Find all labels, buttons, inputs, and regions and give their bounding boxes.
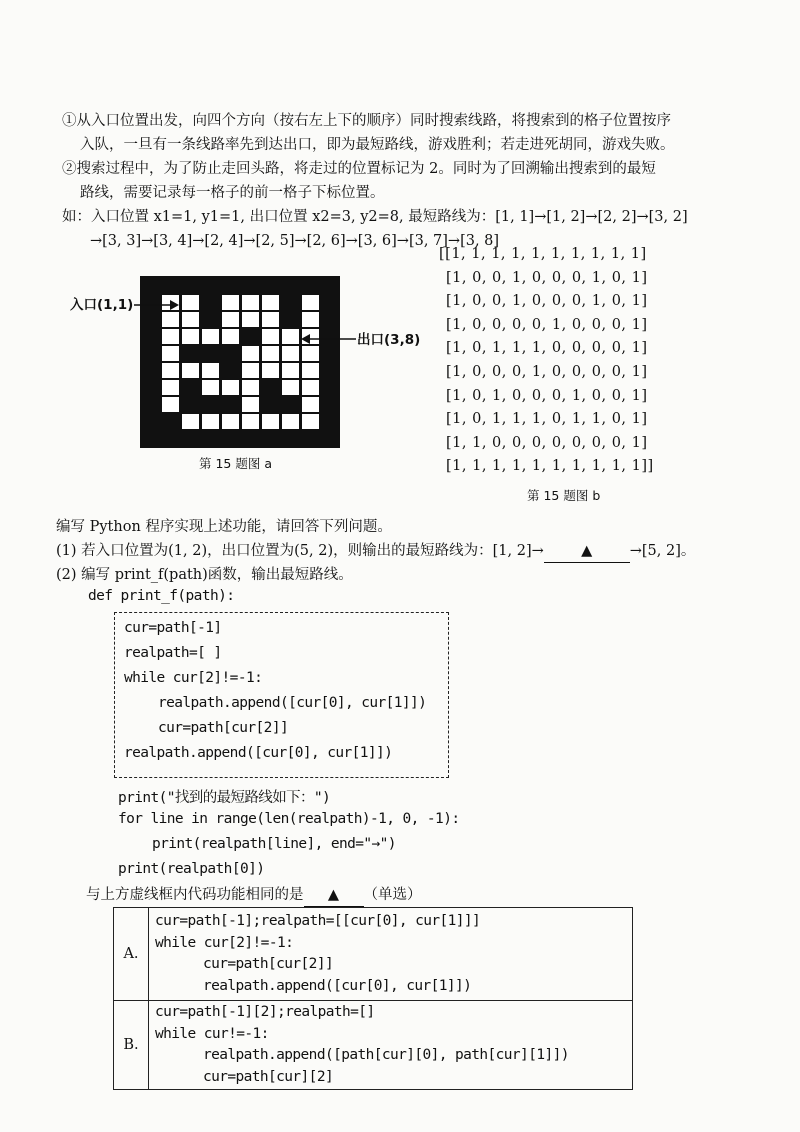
maze-open-cell <box>262 414 279 429</box>
maze-open-cell <box>162 363 179 378</box>
maze-open-cell <box>162 329 179 344</box>
boxed-code-line: while cur[2]!=-1: <box>124 670 263 686</box>
example-line-1: 如：入口位置 x1=1, y1=1, 出口位置 x2=3, y2=8, 最短路线为：[1, 1]→[1, 2]→[2, 2]→[3, 2] <box>62 209 688 225</box>
maze-open-cell <box>282 329 299 344</box>
maze-open-cell <box>262 346 279 361</box>
maze-open-cell <box>302 414 319 429</box>
maze-open-cell <box>302 380 319 395</box>
entry-label: 入口(1,1) <box>70 297 134 313</box>
rule-1-line-1: ①从入口位置出发，向四个方向（按右左上下的顺序）同时搜索线路，将搜索到的格子位置按序 <box>62 113 671 129</box>
rule-2-line-1: ②搜索过程中，为了防止走回头路，将走过的位置标记为 2。同时为了回溯输出搜索到的最短 <box>62 161 656 177</box>
code-line: for line in range(len(realpath)-1, 0, -1): <box>118 811 460 827</box>
maze-open-cell <box>262 363 279 378</box>
option-b-code <box>149 1001 633 1090</box>
boxed-code-line: realpath.append([cur[0], cur[1]]) <box>124 745 393 761</box>
matrix-row: [1, 0, 0, 0, 0, 1, 0, 0, 0, 1] <box>446 316 648 333</box>
option-b-line: realpath.append([path[cur][0], path[cur][1]]) <box>203 1047 569 1063</box>
maze-open-cell <box>242 346 259 361</box>
options-table <box>113 907 633 1090</box>
option-b-line: cur=path[-1][2];realpath=[] <box>155 1004 375 1020</box>
option-a-line: cur=path[cur[2]] <box>203 956 334 972</box>
maze-open-cell <box>302 363 319 378</box>
matrix-row: [1, 0, 0, 1, 0, 0, 0, 1, 0, 1] <box>446 269 648 286</box>
maze-open-cell <box>182 295 199 310</box>
matrix-row: [[1, 1, 1, 1, 1, 1, 1, 1, 1, 1] <box>439 246 647 262</box>
maze-open-cell <box>182 329 199 344</box>
maze-open-cell <box>162 346 179 361</box>
maze-open-cell <box>262 312 279 327</box>
maze-open-cell <box>302 397 319 412</box>
matrix-row: [1, 0, 1, 1, 1, 0, 1, 1, 0, 1] <box>446 411 648 428</box>
maze-open-cell <box>162 312 179 327</box>
maze-open-cell <box>242 397 259 412</box>
maze-open-cell <box>302 312 319 327</box>
boxed-code-line: cur=path[-1] <box>124 620 222 636</box>
matrix-row: [1, 1, 0, 0, 0, 0, 0, 0, 0, 1] <box>446 434 648 451</box>
choice-prompt-tail: （单选） <box>363 887 422 903</box>
figure-a-caption: 第 15 题图 a <box>199 456 272 471</box>
matrix-row: [1, 0, 1, 0, 0, 0, 1, 0, 0, 1] <box>446 387 648 404</box>
maze-open-cell <box>182 312 199 327</box>
maze-open-cell <box>162 397 179 412</box>
maze-open-cell <box>222 329 239 344</box>
maze-open-cell <box>242 363 259 378</box>
maze-open-cell <box>282 363 299 378</box>
maze-open-cell <box>302 346 319 361</box>
maze-open-cell <box>222 295 239 310</box>
maze-open-cell <box>202 380 219 395</box>
figure-b-caption: 第 15 题图 b <box>527 488 601 503</box>
option-b-line: while cur!=-1: <box>155 1025 269 1042</box>
choice-blank[interactable]: ▲ <box>304 884 364 907</box>
boxed-code-line: realpath=[ ] <box>124 645 222 661</box>
exit-label: 出口(3,8) <box>357 332 421 348</box>
question-1-tail: →[5, 2]。 <box>629 543 696 559</box>
boxed-code-line: cur=path[cur[2]] <box>158 720 289 736</box>
question-1-blank[interactable]: ▲ <box>544 540 630 563</box>
question-1 <box>56 540 695 563</box>
maze-open-cell <box>282 414 299 429</box>
example-line-2: →[3, 3]→[3, 4]→[2, 4]→[2, 5]→[2, 6]→[3, 6]→[3, 7]→[3, 8] <box>90 233 500 249</box>
maze-open-cell <box>202 363 219 378</box>
maze-open-cell <box>282 346 299 361</box>
matrix-row: [1, 0, 0, 1, 0, 0, 0, 1, 0, 1] <box>446 293 648 310</box>
maze-open-cell <box>242 414 259 429</box>
def-line: def print_f(path): <box>88 588 235 604</box>
option-a-label: A. <box>114 908 149 1001</box>
maze-open-cell <box>162 380 179 395</box>
maze-open-cell <box>282 380 299 395</box>
option-b-line: cur=path[cur][2] <box>203 1068 334 1085</box>
maze-open-cell <box>242 312 259 327</box>
option-a-code <box>149 908 633 1001</box>
question-2: (2) 编写 print_f(path)函数，输出最短路线。 <box>56 567 353 583</box>
code-line: print(realpath[line], end="→") <box>152 836 396 852</box>
matrix-row: [1, 0, 1, 1, 1, 0, 0, 0, 0, 1] <box>446 340 648 357</box>
rule-1-line-2: 入队，一旦有一条线路率先到达出口，即为最短路线，游戏胜利；若走进死胡同，游戏失败。 <box>80 137 675 153</box>
maze-open-cell <box>202 414 219 429</box>
option-b-row[interactable] <box>114 1001 633 1090</box>
maze-open-cell <box>222 414 239 429</box>
exit-arrow-icon <box>300 332 356 346</box>
matrix-row: [1, 1, 1, 1, 1, 1, 1, 1, 1, 1]] <box>446 458 654 475</box>
option-a-row[interactable] <box>114 908 633 1001</box>
option-a-line: while cur[2]!=-1: <box>155 934 294 951</box>
option-a-line: realpath.append([cur[0], cur[1]]) <box>203 977 472 994</box>
maze-open-cell <box>222 380 239 395</box>
maze-open-cell <box>242 295 259 310</box>
matrix-row: [1, 0, 0, 0, 1, 0, 0, 0, 0, 1] <box>446 364 648 380</box>
question-1-text: (1) 若入口位置为(1, 2)，出口位置为(5, 2)，则输出的最短路线为：[1, 2]→ <box>56 543 544 559</box>
option-a-line: cur=path[-1];realpath=[[cur[0], cur[1]]] <box>155 913 481 929</box>
maze-open-cell <box>302 295 319 310</box>
maze-open-cell <box>262 295 279 310</box>
code-line: print(realpath[0]) <box>118 861 265 877</box>
rule-2-line-2: 路线，需要记录每一格子的前一格子下标位置。 <box>80 185 385 201</box>
maze-open-cell <box>182 363 199 378</box>
choice-prompt-text: 与上方虚线框内代码功能相同的是 <box>86 887 304 903</box>
maze-open-cell <box>202 329 219 344</box>
choice-prompt <box>86 884 422 907</box>
option-b-label: B. <box>114 1001 149 1090</box>
maze-open-cell <box>262 329 279 344</box>
code-line: print("找到的最短路线如下：") <box>118 790 331 806</box>
questions-lead: 编写 Python 程序实现上述功能，请回答下列问题。 <box>56 519 392 535</box>
maze-open-cell <box>222 312 239 327</box>
entry-arrow-icon <box>134 298 180 312</box>
maze-open-cell <box>242 380 259 395</box>
maze-open-cell <box>182 414 199 429</box>
boxed-code-line: realpath.append([cur[0], cur[1]]) <box>158 695 427 711</box>
